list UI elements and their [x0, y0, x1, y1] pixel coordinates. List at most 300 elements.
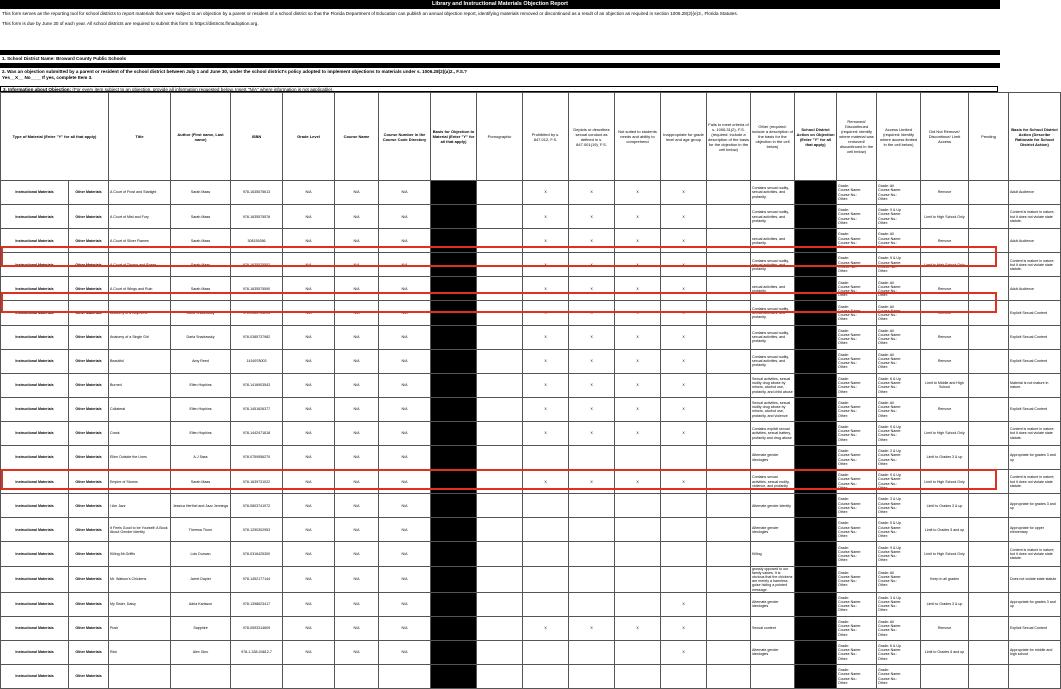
- cell-didnot: Remove: [921, 181, 969, 205]
- cell-limited: Grade: All Course Name: Course No.: Other:: [877, 301, 921, 325]
- cell-didnot: Limit to Middle and High School: [921, 373, 969, 397]
- blacked-out-cell: [795, 665, 837, 689]
- cell-course: N/A: [335, 494, 379, 518]
- cell-limited: Grade: 6 & Up Course Name: Course No.: Other:: [877, 373, 921, 397]
- cell-inapp: [661, 446, 707, 470]
- cell-author: Alex Gino: [171, 640, 231, 664]
- cell-porn: [477, 494, 523, 518]
- empty-cell: [707, 349, 751, 373]
- cell-inapp: X: [661, 397, 707, 421]
- blacked-out-cell: [795, 373, 837, 397]
- cell-removed: Grade: Course Name: Course No.: Other:: [837, 253, 877, 277]
- cell-sub: Other Materials: [69, 446, 109, 470]
- cell-grade: N/A: [283, 349, 335, 373]
- cell-sub: Other Materials: [69, 349, 109, 373]
- cell-other: grossly opposed to our family values. It is obvious that the chickens are merely a harmless guise hiding a pointed message.: [751, 566, 795, 592]
- cell-didnot: Limit to High School Only: [921, 253, 969, 277]
- cell-limited: Grade: All Course Name: Course No.: Other:: [877, 181, 921, 205]
- empty-cell: [707, 665, 751, 689]
- column-header: Removed/ Discontinued (required: identify where material was removed/ discontinued in the cell below): [837, 93, 877, 181]
- empty-cell: [707, 205, 751, 229]
- cell-removed: Grade: Course Name: Course No.: Other:: [837, 397, 877, 421]
- empty-cell: [969, 616, 1009, 640]
- empty-cell: [969, 518, 1009, 542]
- empty-cell: [969, 373, 1009, 397]
- cell-cnum: N/A: [379, 253, 431, 277]
- cell-removed: Grade: Course Name: Course No.: Other:: [837, 542, 877, 566]
- cell-porn: [477, 446, 523, 470]
- cell-didnot: Remove: [921, 616, 969, 640]
- cell-s847: X: [523, 253, 569, 277]
- cell-isbn: 978-1416903543: [231, 373, 283, 397]
- cell-removed: Grade: Course Name: Course No.: Other:: [837, 592, 877, 616]
- cell-sub: Other Materials: [69, 253, 109, 277]
- cell-isbn: 978-1635575552: [231, 253, 283, 277]
- cell-removed: Grade: Course Name: Course No.: Other:: [837, 494, 877, 518]
- empty-cell: [969, 421, 1009, 445]
- cell-grade: N/A: [283, 592, 335, 616]
- cell-cnum: N/A: [379, 542, 431, 566]
- cell-other: Contains sexual nudity, sexual activities, and profanity.: [751, 349, 795, 373]
- cell-author: Jarret Dapier: [171, 566, 231, 592]
- blacked-out-cell: [795, 205, 837, 229]
- cell-limited: Grade: All Course Name: Course No.: Other:: [877, 616, 921, 640]
- objection-table: [0, 92, 1061, 689]
- cell-limited: Grade: 9 & Up Course Name: Course No.: Other:: [877, 421, 921, 445]
- cell-porn: [477, 665, 523, 689]
- cell-author: Jessica Herthel and Jazz Jennings: [171, 494, 231, 518]
- empty-cell: [707, 518, 751, 542]
- cell-sexual: [569, 592, 615, 616]
- cell-suited: X: [615, 421, 661, 445]
- section-divider: [0, 63, 1000, 68]
- cell-sub: Other Materials: [69, 301, 109, 325]
- cell-title: Burned: [109, 373, 171, 397]
- cell-suited: [615, 494, 661, 518]
- cell-other: Killing: [751, 542, 795, 566]
- cell-sexual: [569, 542, 615, 566]
- empty-cell: [969, 566, 1009, 592]
- blacked-out-cell: [795, 592, 837, 616]
- cell-isbn: 1416978003: [231, 349, 283, 373]
- cell-isbn: 978-1398623417: [231, 592, 283, 616]
- cell-sub: Other Materials: [69, 665, 109, 689]
- cell-type: Instructional Materials: [1, 229, 69, 253]
- report-title: Library and Instructional Materials Objection Report: [0, 0, 1000, 9]
- cell-inapp: X: [661, 205, 707, 229]
- empty-cell: [707, 494, 751, 518]
- column-header: Grade Level: [283, 93, 335, 181]
- cell-limited: Grade: All Course Name: Course No.: Other:: [877, 349, 921, 373]
- cell-course: N/A: [335, 446, 379, 470]
- cell-limited: Grade: 3 & Up Course Name: Course No.: Other:: [877, 592, 921, 616]
- cell-cnum: N/A: [379, 494, 431, 518]
- cell-cnum: N/A: [379, 349, 431, 373]
- cell-other: Alternate gender ideologies: [751, 592, 795, 616]
- cell-type: Instructional Materials: [1, 373, 69, 397]
- empty-cell: [707, 566, 751, 592]
- cell-cnum: N/A: [379, 397, 431, 421]
- table-row: [1, 421, 1061, 445]
- cell-s847: X: [523, 277, 569, 301]
- cell-grade: N/A: [283, 301, 335, 325]
- cell-basis: Explicit Sexual Content: [1009, 325, 1061, 349]
- empty-cell: [969, 349, 1009, 373]
- blacked-out-cell: [431, 616, 477, 640]
- cell-removed: Grade: Course Name: Course No.: Other:: [837, 566, 877, 592]
- cell-inapp: [661, 518, 707, 542]
- cell-isbn: 978-1-338-04812-7: [231, 640, 283, 664]
- blacked-out-cell: [431, 640, 477, 664]
- cell-cnum: N/A: [379, 592, 431, 616]
- blacked-out-cell: [795, 542, 837, 566]
- cell-removed: Grade: Course Name: Course No.: Other:: [837, 205, 877, 229]
- cell-basis: [1009, 665, 1061, 689]
- cell-title: Rick: [109, 640, 171, 664]
- cell-didnot: Remove: [921, 277, 969, 301]
- cell-author: Ellen Hopkins: [171, 421, 231, 445]
- cell-basis: Appropriate for middle and high school: [1009, 640, 1061, 664]
- cell-limited: Grade: Course Name: Course No.: Other:: [877, 665, 921, 689]
- cell-suited: [615, 566, 661, 592]
- cell-limited: Grade: All Course Name: Course No.: Other:: [877, 566, 921, 592]
- blacked-out-cell: [431, 325, 477, 349]
- cell-type: Instructional Materials: [1, 277, 69, 301]
- cell-author: Theresa Thorn: [171, 518, 231, 542]
- cell-removed: Grade: Course Name: Course No.: Other:: [837, 518, 877, 542]
- cell-other: Contains sexual nudity, sexual activities, and profanity.: [751, 325, 795, 349]
- cell-grade: N/A: [283, 421, 335, 445]
- blacked-out-cell: [795, 181, 837, 205]
- cell-sub: Other Materials: [69, 277, 109, 301]
- cell-type: Instructional Materials: [1, 470, 69, 494]
- cell-inapp: X: [661, 470, 707, 494]
- cell-sexual: X: [569, 181, 615, 205]
- blacked-out-cell: [795, 494, 837, 518]
- cell-author: Sarah Maas: [171, 277, 231, 301]
- cell-title: It Feels Good to be Yourself: A Book About Gender Identity: [109, 518, 171, 542]
- cell-cnum: N/A: [379, 446, 431, 470]
- cell-course: N/A: [335, 277, 379, 301]
- cell-porn: [477, 592, 523, 616]
- cell-cnum: N/A: [379, 229, 431, 253]
- cell-cnum: N/A: [379, 301, 431, 325]
- cell-inapp: X: [661, 325, 707, 349]
- cell-removed: Grade: Course Name: Course No.: Other:: [837, 421, 877, 445]
- cell-grade: N/A: [283, 640, 335, 664]
- cell-sub: Other Materials: [69, 373, 109, 397]
- cell-title: [109, 665, 171, 689]
- cell-sexual: X: [569, 229, 615, 253]
- cell-course: N/A: [335, 592, 379, 616]
- cell-grade: N/A: [283, 542, 335, 566]
- column-header: Access Limited (required: identify where access limited in the cell below): [877, 93, 921, 181]
- cell-cnum: N/A: [379, 325, 431, 349]
- cell-s847: X: [523, 421, 569, 445]
- cell-author: A.J Sass: [171, 446, 231, 470]
- cell-limited: Grade: All Course Name: Course No.: Other:: [877, 277, 921, 301]
- cell-sub: Other Materials: [69, 325, 109, 349]
- cell-title: Beautiful: [109, 349, 171, 373]
- column-header: Pending: [969, 93, 1009, 181]
- cell-author: Sarah Maas: [171, 205, 231, 229]
- empty-cell: [969, 397, 1009, 421]
- table-row: [1, 518, 1061, 542]
- section-divider: [0, 50, 1000, 55]
- cell-basis: Explicit Sexual Content: [1009, 349, 1061, 373]
- cell-removed: Grade: Course Name: Course No.: Other:: [837, 229, 877, 253]
- column-header: Basis for Objection to Material (Enter "Y" for all that apply): [431, 93, 477, 181]
- cell-type: Instructional Materials: [1, 616, 69, 640]
- cell-removed: Grade: Course Name: Course No.: Other:: [837, 325, 877, 349]
- cell-author: Sarah Maas: [171, 181, 231, 205]
- cell-other: Contains sexual nudity, sexual activities, and profanity.: [751, 205, 795, 229]
- cell-removed: Grade: Course Name: Course No.: Other:: [837, 181, 877, 205]
- cell-sexual: X: [569, 301, 615, 325]
- column-header: Did Not Remove/ Discontinue/ Limit Access: [921, 93, 969, 181]
- empty-cell: [969, 665, 1009, 689]
- highlight-box: [1, 469, 997, 490]
- column-header: School District Action on Objection (Enter "Y" for all that apply): [795, 93, 837, 181]
- cell-basis: Content is mature in nature; but it does not violate state statute.: [1009, 421, 1061, 445]
- cell-title: Empire of Storms: [109, 470, 171, 494]
- cell-removed: Grade: Course Name: Course No.: Other:: [837, 616, 877, 640]
- cell-didnot: Remove: [921, 325, 969, 349]
- cell-other: Alternate gender ideologies: [751, 446, 795, 470]
- cell-basis: Content is mature in nature; but it does not violate state statute.: [1009, 470, 1061, 494]
- cell-limited: Grade: 9 & Up Course Name: Course No.: Other:: [877, 253, 921, 277]
- cell-isbn: 978-0385737982: [231, 325, 283, 349]
- cell-author: Ellen Hopkins: [171, 373, 231, 397]
- cell-grade: N/A: [283, 397, 335, 421]
- blacked-out-cell: [431, 373, 477, 397]
- table-row: [1, 397, 1061, 421]
- cell-didnot: Limit to Grades 3 & up: [921, 494, 969, 518]
- empty-cell: [969, 181, 1009, 205]
- cell-inapp: [661, 566, 707, 592]
- cell-suited: X: [615, 397, 661, 421]
- cell-limited: Grade: 6 & Up Course Name: Course No.: Other:: [877, 640, 921, 664]
- cell-sub: Other Materials: [69, 229, 109, 253]
- cell-isbn: 978-0759556270: [231, 446, 283, 470]
- cell-isbn: 978-1635575613: [231, 181, 283, 205]
- section-2-answer: Yes__X__ No____ If yes, complete Item 3.: [2, 75, 93, 80]
- cell-title: Ellen Outside the Lines: [109, 446, 171, 470]
- blacked-out-cell: [795, 616, 837, 640]
- cell-other: Contains sexual nudity, sexual activities, and profanity.: [751, 301, 795, 325]
- cell-s847: X: [523, 397, 569, 421]
- cell-basis: Material is not mature in nature.: [1009, 373, 1061, 397]
- cell-inapp: X: [661, 301, 707, 325]
- cell-limited: Grade: 3 & Up Course Name: Course No.: Other:: [877, 494, 921, 518]
- column-header: Course Name: [335, 93, 379, 181]
- empty-cell: [969, 542, 1009, 566]
- cell-isbn: 978-1452177144: [231, 566, 283, 592]
- cell-porn: [477, 373, 523, 397]
- cell-course: N/A: [335, 253, 379, 277]
- cell-s847: [523, 640, 569, 664]
- empty-cell: [969, 446, 1009, 470]
- cell-inapp: X: [661, 229, 707, 253]
- cell-grade: N/A: [283, 373, 335, 397]
- cell-inapp: [661, 494, 707, 518]
- cell-suited: X: [615, 301, 661, 325]
- cell-other: Alternate gender identity: [751, 494, 795, 518]
- cell-type: Instructional Materials: [1, 665, 69, 689]
- cell-cnum: N/A: [379, 518, 431, 542]
- cell-sexual: X: [569, 616, 615, 640]
- cell-basis: Appropriate for grades 3 and up: [1009, 592, 1061, 616]
- cell-sexual: [569, 446, 615, 470]
- cell-sexual: X: [569, 325, 615, 349]
- cell-other: Contains sexual nudity, sexual activities, and profanity.: [751, 181, 795, 205]
- cell-cnum: N/A: [379, 470, 431, 494]
- cell-removed: Grade: Course Name: Course No.: Other:: [837, 301, 877, 325]
- cell-title: Crank: [109, 421, 171, 445]
- cell-course: N/A: [335, 542, 379, 566]
- cell-isbn: 978-1250302953: [231, 518, 283, 542]
- cell-s847: [523, 518, 569, 542]
- cell-inapp: X: [661, 181, 707, 205]
- cell-basis: Content is mature in nature; but it does not violate state statute.: [1009, 205, 1061, 229]
- cell-cnum: N/A: [379, 277, 431, 301]
- intro-paragraph: This form serves as the reporting tool for school districts to report materials that were subject to an objection by a parent or resident of a school district so that the Florida Department of Education can publish an annual objection report, identifying materials removed or discontinued as a result of an objection as required in section 1006.28(2)(e)3., Florida Statutes.: [2, 11, 738, 16]
- cell-sub: Other Materials: [69, 494, 109, 518]
- cell-other: [751, 665, 795, 689]
- cell-sexual: X: [569, 373, 615, 397]
- cell-grade: N/A: [283, 205, 335, 229]
- cell-title: Collateral: [109, 397, 171, 421]
- empty-cell: [707, 373, 751, 397]
- cell-sub: Other Materials: [69, 470, 109, 494]
- cell-title: A Court of Wings and Ruin: [109, 277, 171, 301]
- table-row: [1, 446, 1061, 470]
- cell-sub: Other Materials: [69, 397, 109, 421]
- empty-cell: [969, 494, 1009, 518]
- cell-sub: Other Materials: [69, 640, 109, 664]
- cell-basis: Explicit Sexual Content: [1009, 397, 1061, 421]
- cell-porn: [477, 205, 523, 229]
- cell-sub: Other Materials: [69, 566, 109, 592]
- cell-sexual: X: [569, 349, 615, 373]
- cell-course: N/A: [335, 616, 379, 640]
- cell-type: Instructional Materials: [1, 542, 69, 566]
- cell-title: Anatomy of a Single Girl: [109, 325, 171, 349]
- cell-limited: Grade: 3 & Up Course Name: Course No.: Other:: [877, 446, 921, 470]
- cell-removed: Grade: Course Name: Course No.: Other:: [837, 349, 877, 373]
- cell-sexual: [569, 494, 615, 518]
- cell-basis: Explicit Sexual Content: [1009, 616, 1061, 640]
- cell-title: My Sister, Daisy: [109, 592, 171, 616]
- table-row: [1, 373, 1061, 397]
- cell-inapp: [661, 665, 707, 689]
- cell-isbn: 978-0316425300: [231, 542, 283, 566]
- table-row: [1, 205, 1061, 229]
- empty-cell: [707, 640, 751, 664]
- cell-suited: [615, 640, 661, 664]
- table-row: [1, 542, 1061, 566]
- cell-author: Sarah Maas: [171, 470, 231, 494]
- cell-limited: Grade: 9 & Up Course Name: Course No.: Other:: [877, 470, 921, 494]
- cell-suited: X: [615, 277, 661, 301]
- cell-porn: [477, 640, 523, 664]
- cell-sub: Other Materials: [69, 542, 109, 566]
- cell-cnum: N/A: [379, 205, 431, 229]
- cell-s847: [523, 665, 569, 689]
- cell-author: Sarah Maas: [171, 253, 231, 277]
- cell-type: Instructional Materials: [1, 301, 69, 325]
- table-row: [1, 592, 1061, 616]
- cell-isbn: 978-0803741072: [231, 494, 283, 518]
- table-row: [1, 494, 1061, 518]
- cell-author: Sapphire: [171, 616, 231, 640]
- cell-cnum: N/A: [379, 421, 431, 445]
- cell-isbn: 978-0593314609: [231, 616, 283, 640]
- cell-didnot: Limit to Grades 6 and up: [921, 640, 969, 664]
- section-2-question: [2, 69, 467, 81]
- cell-didnot: Remove: [921, 229, 969, 253]
- cell-limited: Grade: 5 & Up Course Name: Course No.: Other:: [877, 518, 921, 542]
- cell-suited: [615, 446, 661, 470]
- cell-basis: Does not violate state statute: [1009, 566, 1061, 592]
- blacked-out-cell: [431, 592, 477, 616]
- cell-didnot: Remove: [921, 301, 969, 325]
- cell-s847: X: [523, 349, 569, 373]
- cell-suited: [615, 665, 661, 689]
- column-header: Other (required: include a description of the basis for the objection in the cell below): [751, 93, 795, 181]
- cell-author: Sarah Maas: [171, 229, 231, 253]
- empty-cell: [707, 397, 751, 421]
- blacked-out-cell: [431, 181, 477, 205]
- cell-inapp: X: [661, 277, 707, 301]
- cell-didnot: Limit to High School Only: [921, 421, 969, 445]
- cell-suited: [615, 542, 661, 566]
- cell-inapp: X: [661, 421, 707, 445]
- blacked-out-cell: [795, 566, 837, 592]
- cell-course: N/A: [335, 205, 379, 229]
- cell-didnot: Limit to High School Only: [921, 542, 969, 566]
- cell-suited: X: [615, 205, 661, 229]
- cell-isbn: 978-0385733205: [231, 301, 283, 325]
- cell-type: Instructional Materials: [1, 421, 69, 445]
- cell-type: Instructional Materials: [1, 446, 69, 470]
- cell-s847: X: [523, 470, 569, 494]
- blacked-out-cell: [431, 349, 477, 373]
- cell-other: Sexual activities, sexual nudity drug abuse by minors, alcohol use, profanity, and child abuse: [751, 373, 795, 397]
- blacked-out-cell: [795, 518, 837, 542]
- cell-other: Contains sexual nudity, sexual activities, and profanity.: [751, 253, 795, 277]
- column-header: Author (First name, Last name): [171, 93, 231, 181]
- cell-cnum: N/A: [379, 181, 431, 205]
- cell-suited: X: [615, 229, 661, 253]
- cell-sexual: X: [569, 253, 615, 277]
- cell-other: Sexual activities, sexual nudity drug abuse by minors, alcohol use, profanity, and violence: [751, 397, 795, 421]
- cell-cnum: N/A: [379, 640, 431, 664]
- cell-title: Push: [109, 616, 171, 640]
- table-row: [1, 665, 1061, 689]
- cell-basis: Adult Audience: [1009, 181, 1061, 205]
- cell-basis: Explicit Sexual Content: [1009, 301, 1061, 325]
- cell-grade: N/A: [283, 277, 335, 301]
- cell-porn: [477, 566, 523, 592]
- empty-cell: [707, 592, 751, 616]
- section-3-label: 3. Information about Objection:: [3, 87, 72, 92]
- cell-didnot: Keep in all grades: [921, 566, 969, 592]
- column-header: Depicts or describes sexual conduct as defined in s. 847.001(19), F.S.: [569, 93, 615, 181]
- cell-porn: [477, 181, 523, 205]
- cell-removed: Grade: Course Name: Course No.: Other:: [837, 373, 877, 397]
- cell-type: Instructional Materials: [1, 205, 69, 229]
